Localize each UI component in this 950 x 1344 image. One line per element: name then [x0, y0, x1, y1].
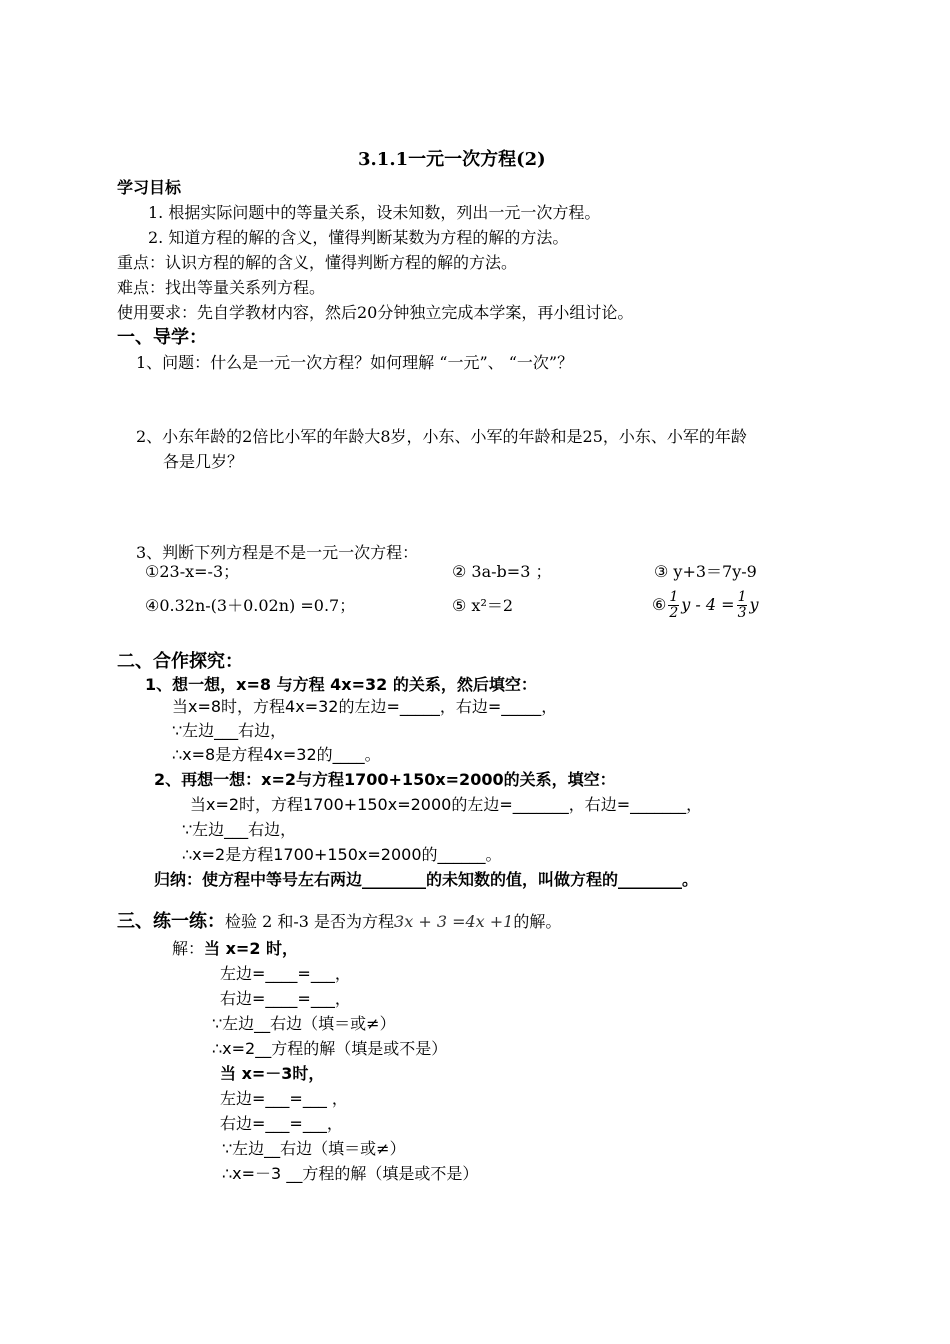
solution-line [172, 939, 298, 959]
case1-left-side: 左边=____=___， [220, 964, 351, 983]
goal-item-2: 2. 知道方程的解的含义，懂得判断某数为方程的解的方法。 [148, 228, 569, 247]
case1-title: 当 x=2 时， [204, 939, 299, 958]
case1-compare: ∵左边__右边（填＝或≠） [212, 1014, 396, 1033]
part1-title: 1、想一想，x=8 与方程 4x=32 的关系，然后填空： [145, 675, 537, 694]
section3-line [117, 912, 561, 932]
summary: 归纳：使方程中等号左右两边________的未知数的值，叫做方程的________。 [154, 870, 699, 889]
equation-6 [652, 587, 759, 623]
equation-5: ⑤ x²＝2 [452, 596, 514, 615]
case2-left-side: 左边=___=___ ， [220, 1089, 348, 1108]
case2-conclusion: ∴x=－3 __方程的解（填是或不是） [222, 1164, 479, 1183]
section3-task-suffix: 的解。 [513, 912, 562, 931]
section2-heading: 二、合作探究： [117, 651, 243, 672]
equation-4: ④0.32n-(3＋0.02n) =0.7； [145, 596, 356, 615]
equation-3: ③ y+3＝7y-9 [654, 562, 757, 581]
fraction-1-denominator: 2 [669, 605, 679, 621]
case1-conclusion: ∴x=2__方程的解（填是或不是） [212, 1039, 448, 1058]
page-title: 3.1.1一元一次方程(2) [358, 149, 546, 170]
fraction-1-numerator: 1 [669, 589, 679, 605]
goal-item-1: 1. 根据实际问题中的等量关系，设未知数，列出一元一次方程。 [148, 203, 601, 222]
fraction-one-third [737, 590, 748, 621]
equation-1: ①23-x=-3； [145, 562, 240, 581]
part1-line1: 当x=8时，方程4x=32的左边=_____，右边=_____， [172, 697, 558, 716]
difficulty: 难点：找出等量关系列方程。 [117, 278, 326, 297]
part2-line3: ∴x=2是方程1700+150x=2000的______。 [182, 845, 502, 864]
case2-right-side: 右边=___=___， [220, 1114, 343, 1133]
part1-line3: ∴x=8是方程4x=32的____。 [172, 745, 381, 764]
equation-2: ② 3a-b=3 ； [452, 562, 552, 581]
equation-6-middle: y - 4 = [681, 595, 735, 614]
section3-task: 检验 2 和-3 是否为方程 [225, 912, 395, 931]
case2-title: 当 x=－3时， [220, 1064, 325, 1083]
case1-right-side: 右边=____=___， [220, 989, 351, 1008]
fraction-2-numerator: 1 [737, 589, 747, 605]
question-2-line1: 2、小东年龄的2倍比小军的年龄大8岁，小东、小军的年龄和是25，小东、小军的年龄 [136, 427, 747, 446]
fraction-2-denominator: 3 [737, 605, 747, 621]
question-1: 1、问题：什么是一元一次方程？如何理解 “一元”、 “一次”？ [136, 353, 574, 372]
part2-line2: ∵左边___右边， [182, 820, 297, 839]
question-2-line2: 各是几岁？ [163, 452, 244, 471]
solve-label: 解： [172, 939, 205, 958]
fraction-one-half [668, 590, 679, 621]
section3-equation: 3x + 3 =4x +1 [394, 912, 514, 931]
key-point: 重点：认识方程的解的含义，懂得判断方程的解的方法。 [117, 253, 518, 272]
goals-heading: 学习目标 [117, 178, 182, 197]
section1-heading: 一、导学： [117, 327, 207, 348]
part1-line2: ∵左边___右边， [172, 721, 287, 740]
case2-compare: ∵左边__右边（填＝或≠） [222, 1139, 406, 1158]
equation-6-variable: y [749, 595, 759, 614]
equation-6-prefix: ⑥ [652, 595, 667, 614]
usage-requirement: 使用要求：先自学教材内容，然后20分钟独立完成本学案，再小组讨论。 [117, 303, 634, 322]
question-3: 3、判断下列方程是不是一元一次方程： [136, 543, 419, 562]
part2-title: 2、再想一想：x=2与方程1700+150x=2000的关系，填空： [154, 770, 616, 789]
section3-heading: 三、练一练： [117, 911, 225, 932]
part2-line1: 当x=2时，方程1700+150x=2000的左边=_______，右边=_______， [190, 795, 703, 814]
